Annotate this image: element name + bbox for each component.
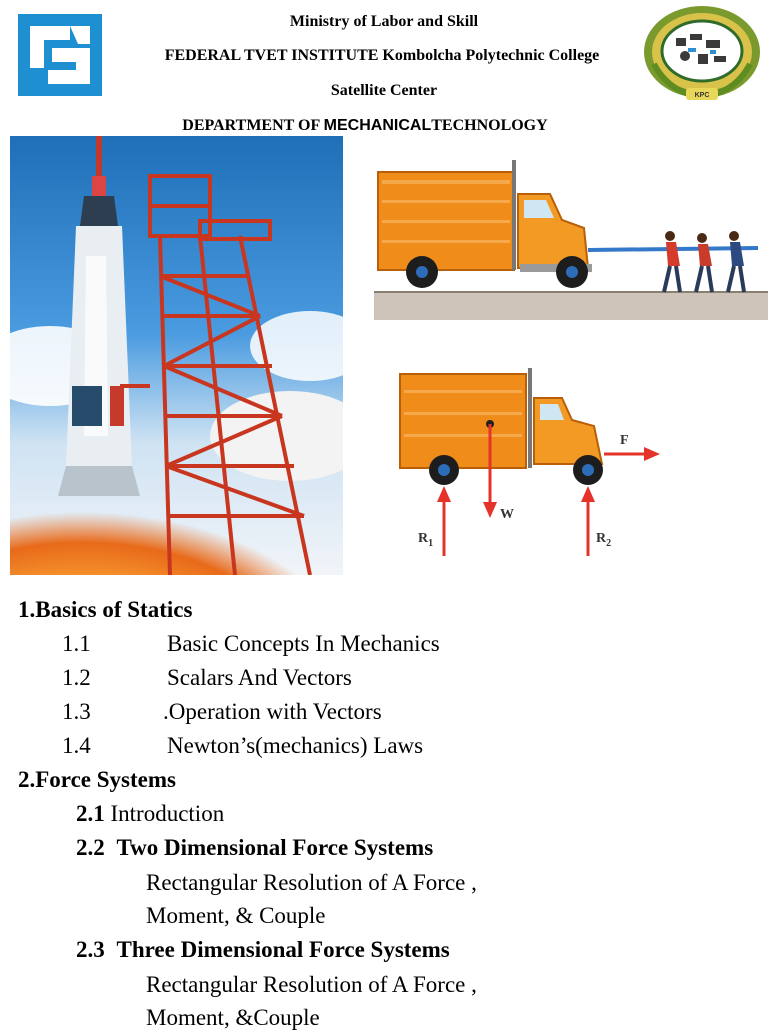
subsection-title: Three Dimensional Force Systems [116,937,450,962]
subsection-2-3 [76,935,768,965]
department-suffix: TECHNOLOGY [431,117,548,134]
rocket-launch-photo [10,136,343,575]
item-number: 1.3 [62,699,91,724]
item-number: 1.4 [62,733,91,758]
item-title: Scalars And Vectors [167,665,352,690]
subsection-2-2 [76,833,768,863]
subsection-2-2-line: Rectangular Resolution of A Force , [146,870,477,895]
subsection-number: 2.3 [76,937,105,962]
seal-label: KPC [694,92,710,99]
department-title [0,116,730,136]
section-1-title: Basics of Statics [35,597,193,622]
item-number: 1.2 [62,665,91,690]
section-1-number: 1. [18,597,36,622]
reaction-label-2-sub: 2 [606,538,612,549]
subsection-2-2-line: Moment, & Couple [146,903,326,928]
department-main: MECHANICAL [323,117,432,134]
subsection-number: 2.2 [76,835,105,860]
item-number: 1.1 [62,631,91,656]
reaction-label-2-letter: R [596,531,607,546]
force-label: F [620,433,629,448]
college-seal [640,4,764,102]
section-2-title: Force Systems [35,767,176,792]
reaction-label-2 [596,531,611,549]
weight-label: W [500,507,514,522]
item-title: Basic Concepts In Mechanics [167,631,440,656]
section-2-heading [18,765,768,795]
subsection-2-3-line: Rectangular Resolution of A Force , [146,972,477,997]
truck-pulling-illustration [374,150,768,320]
section-1-heading [18,595,768,625]
subsection-title: Two Dimensional Force Systems [116,835,434,860]
section-2-number: 2. [18,767,36,792]
subsection-number: 2.1 [76,801,105,826]
center-title: Satellite Center [330,82,438,99]
item-title: Newton’s(mechanics) Laws [167,733,424,758]
institute-title: FEDERAL TVET INSTITUTE Kombolcha Polytechnic College [164,47,600,64]
subsection-title: Introduction [104,801,225,826]
subsection-2-1 [76,799,768,829]
department-prefix: DEPARTMENT OF [182,117,324,134]
reaction-label-1 [418,531,433,549]
truck-free-body-diagram [398,366,678,566]
subsection-2-3-line: Moment, &Couple [146,1005,320,1030]
reaction-label-1-letter: R [418,531,429,546]
ministry-title: Ministry of Labor and Skill [289,13,479,30]
reaction-label-1-sub: 1 [428,538,434,549]
item-title: .Operation with Vectors [163,699,382,724]
